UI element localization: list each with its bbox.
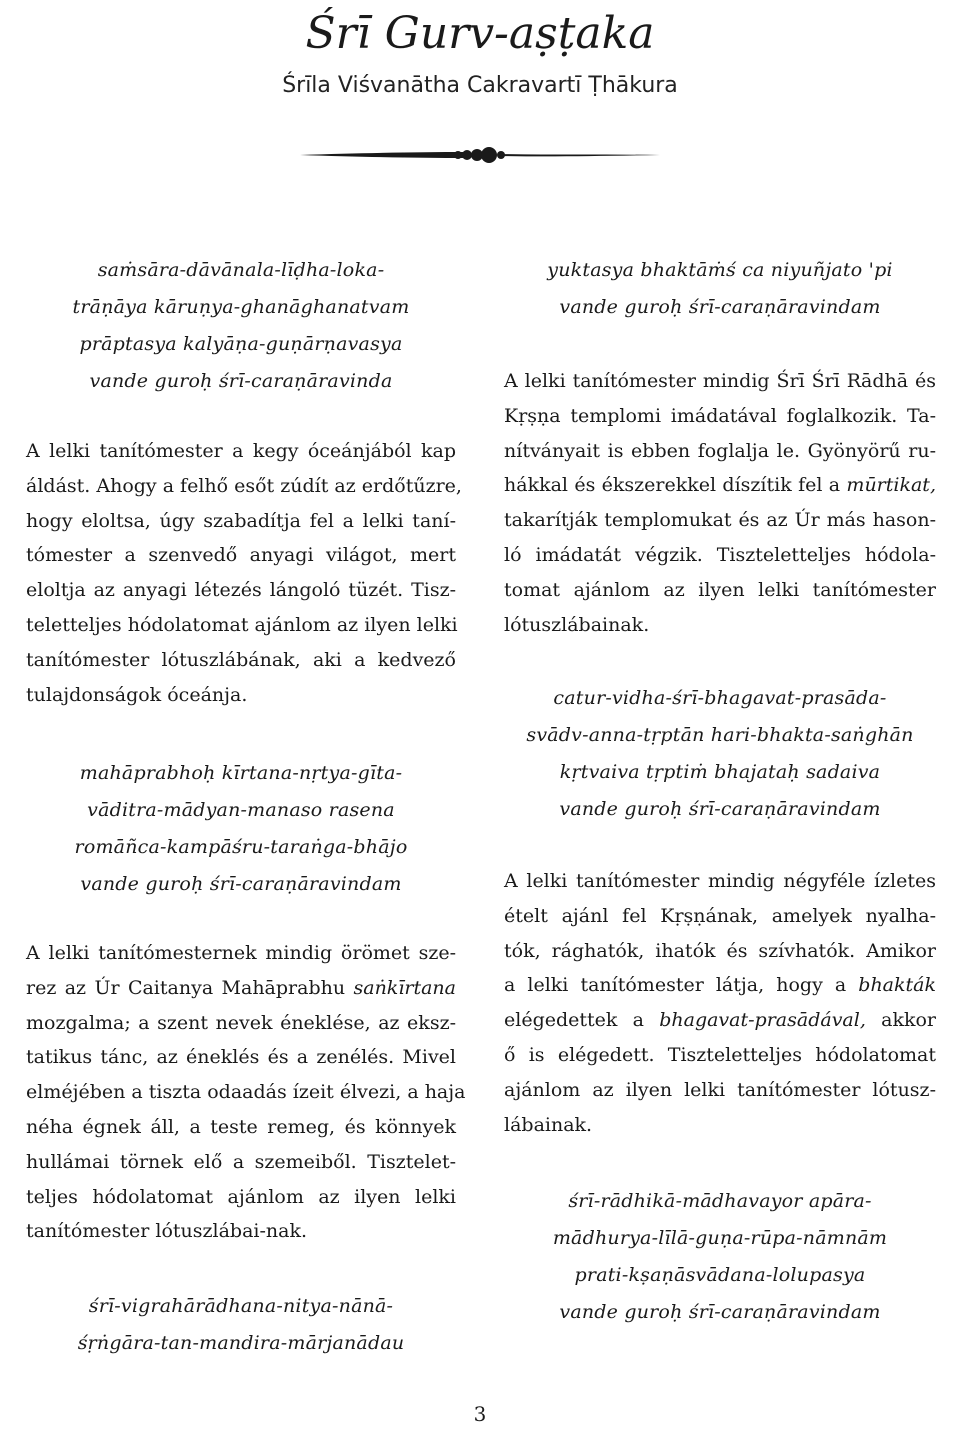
prose-line: A lelki tanítómester mindig Śrī Śrī Rādhā és bbox=[504, 370, 936, 392]
verse-line: vande guroḥ śrī-caraṇāravindam bbox=[559, 296, 881, 318]
verse-line: svādv-anna-tṛptān hari-bhakta-saṅghān bbox=[526, 724, 914, 746]
prose-line: hogy eloltsa, úgy szabadítja fel a lelki taní- bbox=[26, 509, 456, 532]
prose-line: elméjében a tiszta odaadás ízeit élvezi, a haja bbox=[26, 1081, 466, 1104]
prose-line: áldást. Ahogy a felhő esőt zúdít az erdőtűzre, bbox=[26, 474, 462, 497]
prose-line: tómester a szenvedő anyagi világot, mert bbox=[26, 544, 456, 567]
prose-line: hullámai törnek elő a szemeiből. Tisztelet- bbox=[26, 1150, 456, 1173]
prose-line: mozgalma; a szent nevek éneklése, az eksz- bbox=[26, 1011, 456, 1034]
prose-line: hákkal és ékszerekkel díszítik fel a mūrtikat, bbox=[504, 474, 936, 497]
prose-line: tók, rághatók, ihatók és szívhatók. Amikor bbox=[504, 939, 936, 962]
verse-line: vande guroḥ śrī-caraṇāravindam bbox=[80, 873, 402, 895]
verse-line: vande guroḥ śrī-caraṇāravinda bbox=[89, 370, 393, 392]
verse-line: śrī-rādhikā-mādhavayor apāra- bbox=[568, 1190, 872, 1212]
prose-line: ő is elégedett. Tiszteletteljes hódolatomat bbox=[504, 1043, 936, 1066]
verse-line: trāṇāya kāruṇya-ghanāghanatvam bbox=[72, 296, 410, 318]
prose-line: tanítómester lótuszlábai-nak. bbox=[26, 1220, 308, 1243]
ornament-divider bbox=[300, 140, 660, 170]
verse-line: śṛṅgāra-tan-mandira-mārjanādau bbox=[77, 1332, 405, 1354]
verse-line: vande guroḥ śrī-caraṇāravindam bbox=[559, 1301, 881, 1323]
verse-line: catur-vidha-śrī-bhagavat-prasāda- bbox=[553, 687, 887, 709]
verse-line: yuktasya bhaktāṁś ca niyuñjato 'pi bbox=[547, 259, 893, 281]
verse-1 bbox=[26, 252, 456, 400]
verse-4 bbox=[504, 680, 936, 828]
prose-line: tanítómester lótuszlábának, aki a kedvező bbox=[26, 648, 456, 671]
prose-line: tulajdonságok óceánja. bbox=[26, 683, 248, 706]
verse-3-continued bbox=[504, 252, 936, 326]
prose-line: tatikus tánc, az éneklés és a zenélés. Mivel bbox=[26, 1046, 456, 1069]
verse-line: prati-kṣaṇāsvādana-lolupasya bbox=[574, 1264, 866, 1286]
author-line: Śrīla Viśvanātha Cakravartī Ṭhākura bbox=[282, 73, 678, 98]
translation-3 bbox=[504, 364, 936, 642]
prose-line: Kṛṣṇa templomi imádatával foglalkozik. Ta- bbox=[504, 404, 936, 427]
prose-line: teljes hódolatomat ajánlom az ilyen lelki bbox=[26, 1185, 456, 1208]
page-number: 3 bbox=[473, 1402, 487, 1426]
verse-line: kṛtvaiva tṛptiṁ bhajataḥ sadaiva bbox=[559, 761, 881, 783]
prose-line: lótuszlábainak. bbox=[504, 613, 650, 636]
page-title: Śrī Gurv-aṣṭaka bbox=[305, 8, 655, 59]
prose-line: A lelki tanítómester mindig négyféle ízletes bbox=[504, 870, 936, 892]
translation-4 bbox=[504, 864, 936, 1142]
verse-2 bbox=[26, 755, 456, 903]
prose-line: ételt ajánl fel Kṛṣṇának, amelyek nyalha- bbox=[504, 904, 936, 927]
verse-line: prāptasya kalyāṇa-guṇārṇavasya bbox=[79, 333, 403, 355]
verse-line: saṁsāra-dāvānala-līḍha-loka- bbox=[97, 259, 385, 281]
verse-line: vāditra-mādyan-manaso rasena bbox=[87, 799, 395, 821]
prose-line: lábainak. bbox=[504, 1113, 593, 1136]
verse-5 bbox=[504, 1183, 936, 1331]
prose-line: néha égnek áll, a teste remeg, és könnyek bbox=[26, 1115, 456, 1138]
prose-line: ajánlom az ilyen lelki tanítómester lótusz- bbox=[504, 1078, 936, 1101]
prose-line: nítványait is ebben foglalja le. Gyönyörű ru- bbox=[504, 439, 936, 462]
translation-1 bbox=[26, 434, 462, 712]
prose-line: takarítják templomukat és az Úr más hason- bbox=[504, 509, 936, 532]
prose-line: A lelki tanítómester a kegy óceánjából kap bbox=[26, 440, 456, 462]
italic-term: bhakták bbox=[858, 974, 936, 997]
verse-line: mahāprabhoḥ kīrtana-nṛtya-gīta- bbox=[79, 762, 403, 784]
prose-line: teletteljes hódolatomat ajánlom az ilyen lelki bbox=[26, 613, 458, 636]
verse-line: romāñca-kampāśru-taraṅga-bhājo bbox=[74, 836, 408, 858]
italic-term: bhagavat-prasādával, bbox=[659, 1009, 866, 1032]
prose-line: a lelki tanítómester látja, hogy a bhakták bbox=[504, 974, 936, 997]
prose-line: rez az Úr Caitanya Mahāprabhu saṅkīrtana bbox=[26, 976, 456, 999]
italic-term: mūrtikat, bbox=[846, 474, 936, 497]
verse-line: mādhurya-līlā-guṇa-rūpa-nāmnām bbox=[552, 1227, 888, 1249]
prose-line: ló imádatát végzik. Tiszteletteljes hódola- bbox=[504, 543, 936, 566]
prose-line: A lelki tanítómesternek mindig örömet sze- bbox=[26, 942, 456, 964]
prose-line: tomat ajánlom az ilyen lelki tanítómester bbox=[504, 578, 936, 601]
verse-line: śrī-vigrahārādhana-nitya-nānā- bbox=[88, 1295, 394, 1317]
prose-line: eloltja az anyagi létezés lángoló tüzét. Tisz- bbox=[26, 579, 456, 602]
translation-2 bbox=[26, 936, 466, 1249]
prose-line: elégedettek a bhagavat-prasādával, akkor bbox=[504, 1009, 936, 1032]
italic-term: saṅkīrtana bbox=[353, 976, 456, 999]
verse-line: vande guroḥ śrī-caraṇāravindam bbox=[559, 798, 881, 820]
verse-3 bbox=[26, 1288, 456, 1362]
